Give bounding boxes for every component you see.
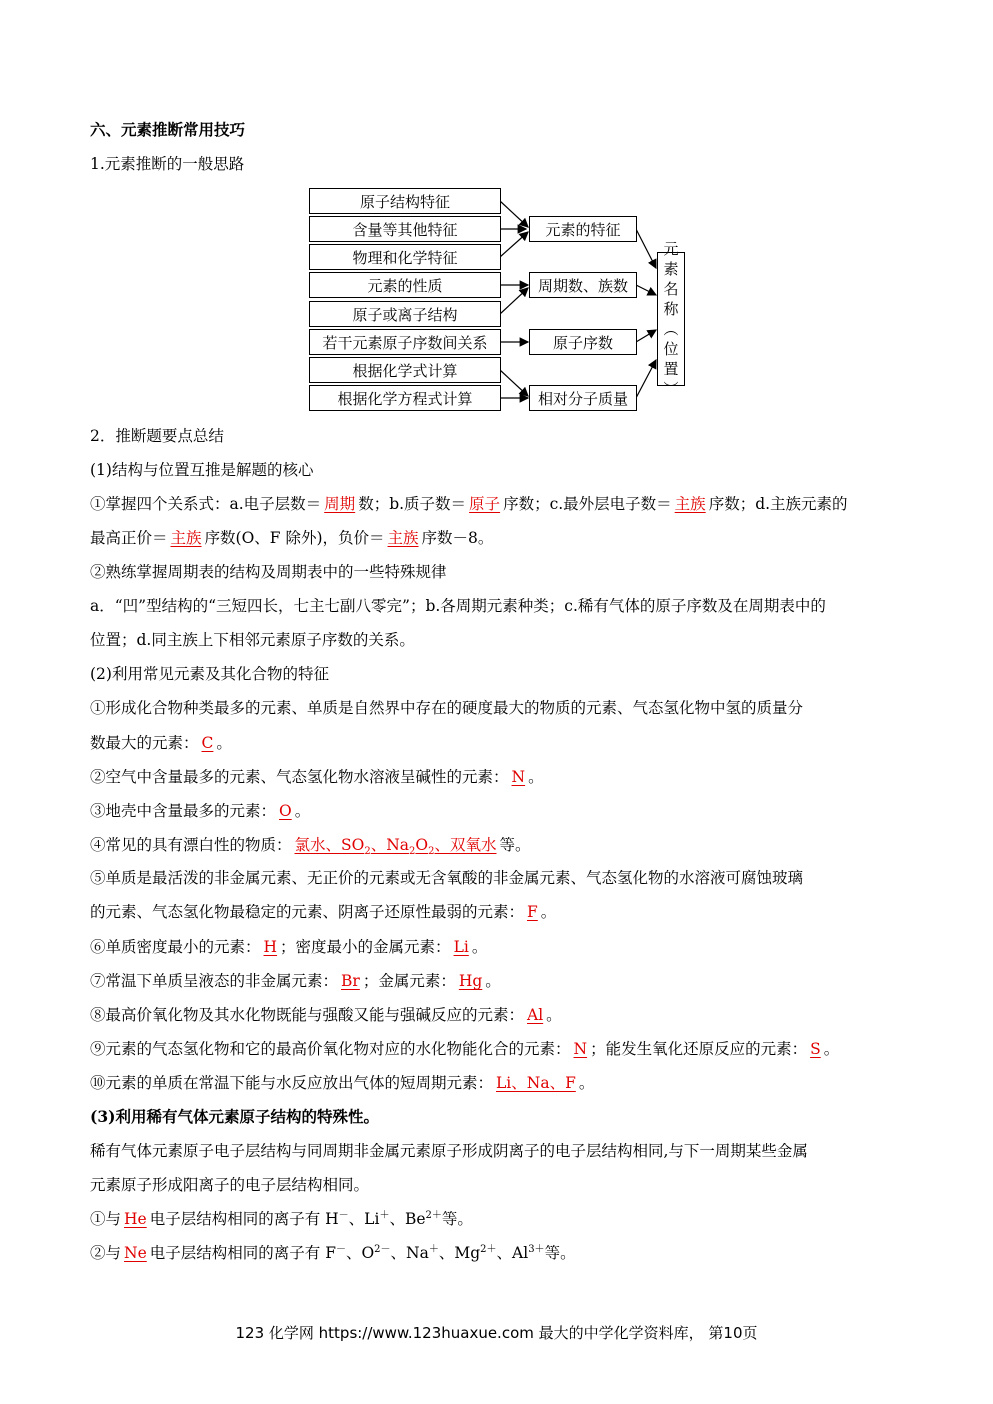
text: ①与 [90, 1210, 122, 1228]
item-4 [90, 834, 905, 856]
text: 数最大的元素： [90, 734, 199, 752]
text: ③地壳中含量最多的元素： [90, 802, 277, 820]
item-3 [90, 800, 905, 822]
text: 等。 [544, 1244, 576, 1262]
text: 序数；c.最外层电子数＝ [503, 495, 672, 513]
vertical-char: 素 [663, 260, 679, 278]
text: ⑦常温下单质呈液态的非金属元素： [90, 972, 339, 990]
answer: F [527, 903, 538, 921]
text: ⑧最高价氧化物及其水化物既能与强酸又能与强碱反应的元素： [90, 1006, 525, 1024]
text: 。 [471, 938, 488, 956]
text: ⑩元素的单质在常温下能与水反应放出气体的短周期元素： [90, 1074, 494, 1092]
answer: S [810, 1040, 821, 1058]
point-1-line-b [90, 527, 905, 549]
diagram-box-atomic-number: 原子序数 [529, 329, 637, 355]
answer: He [124, 1210, 147, 1228]
subheading-key-points: 2．推断题要点总结 [90, 427, 224, 445]
text: 电子层结构相同的离子有 F [149, 1244, 336, 1262]
text: 电子层结构相同的离子有 H [149, 1210, 339, 1228]
text: 。 [216, 734, 232, 752]
vertical-char: 置 [663, 360, 679, 378]
diagram-box-molecular-mass: 相对分子质量 [529, 385, 637, 411]
text: 、Li [348, 1210, 380, 1228]
text: 等。 [499, 836, 531, 854]
vertical-char: 元 [663, 240, 679, 258]
superscript: 3＋ [528, 1243, 545, 1255]
answer-period: 周期 [324, 495, 356, 513]
item-5-line-b [90, 901, 905, 923]
text: 序数－8。 [421, 529, 494, 547]
text: 、Al [496, 1244, 529, 1262]
superscript: ＋ [379, 1209, 390, 1221]
text: 的元素、气态氢化物最稳定的元素、阴离子还原性最弱的元素： [90, 903, 525, 921]
item-10 [90, 1072, 905, 1094]
vertical-char: 称 [663, 300, 679, 318]
point-1-line-c: ②熟练掌握周期表的结构及周期表中的一些特殊规律 [90, 563, 447, 581]
point-1-title: (1)结构与位置互推是解题的核心 [90, 461, 314, 479]
diagram-box-formula-calc: 根据化学式计算 [309, 357, 501, 383]
page-footer: 123 化学网 https://www.123huaxue.com 最大的中学化学资料库， 第10页 [235, 1324, 758, 1342]
answer: O [279, 802, 292, 820]
answer: N [511, 768, 526, 786]
text: 。 [485, 972, 501, 990]
item-1-line-a: ①形成化合物种类最多的元素、单质是自然界中存在的硬度最大的物质的元素、气态氢化物中氢的质量分 [90, 699, 804, 717]
text: 、Mg [438, 1244, 481, 1262]
item-1-line-b [90, 732, 905, 754]
answer-main-group: 主族 [387, 529, 419, 547]
answer-main-group: 主族 [674, 495, 706, 513]
superscript: 2＋ [480, 1243, 497, 1255]
point-1-line-e: 位置；d.同主族上下相邻元素原子序数的关系。 [90, 631, 415, 649]
superscript: ＋ [428, 1243, 439, 1255]
answer: Hg [458, 972, 483, 990]
rare-gas-ne [90, 1242, 905, 1264]
point-3-line-a: 稀有气体元素原子电子层结构与同周期非金属元素原子形成阴离子的电子层结构相同,与下一周期某些金属 [90, 1142, 808, 1160]
diagram-box-element-name [657, 240, 685, 398]
point-3-title: (3)利用稀有气体元素原子结构的特殊性。 [90, 1107, 379, 1126]
item-7 [90, 970, 905, 992]
item-2 [90, 766, 905, 788]
diagram-box-physical-chemical: 物理和化学特征 [309, 244, 501, 270]
point-3-line-b: 元素原子形成阳离子的电子层结构相同。 [90, 1176, 370, 1194]
text: ；密度最小的金属元素： [280, 938, 451, 956]
text: 。 [540, 903, 557, 921]
answer: N [573, 1040, 588, 1058]
text: 序数；d.主族元素的 [708, 495, 848, 513]
diagram-box-element-features: 元素的特征 [529, 216, 637, 242]
diagram-box-atomic-number-relations: 若干元素原子序数间关系 [309, 329, 501, 355]
text: 、Na [390, 1244, 429, 1262]
text: ②空气中含量最多的元素、气态氢化物水溶液呈碱性的元素： [90, 768, 509, 786]
diagram-box-equation-calc: 根据化学方程式计算 [309, 385, 501, 411]
text: 、Na [370, 836, 410, 854]
vertical-char: 位 [663, 340, 679, 358]
rare-gas-he [90, 1208, 905, 1230]
text: ⑨元素的气态氢化物和它的最高价氧化物对应的水化物能化合的元素： [90, 1040, 571, 1058]
answer: Li、Na、F [496, 1074, 576, 1092]
answer: Br [341, 972, 360, 990]
diagram-box-atom-ion-structure: 原子或离子结构 [309, 301, 501, 327]
item-9 [90, 1038, 905, 1060]
text: 、双氧水 [434, 836, 497, 854]
diagram-box-element-properties: 元素的性质 [309, 272, 501, 298]
answer-atomic: 原子 [469, 495, 501, 513]
text: 。 [528, 768, 544, 786]
subscript: 2 [428, 846, 435, 858]
text: O [415, 836, 429, 854]
superscript: － [338, 1209, 349, 1221]
point-1-line-d: a．“凹”型结构的“三短四长，七主七副八零完”；b.各周期元素种类；c.稀有气体的原子序数及在周期表中的 [90, 597, 826, 615]
subscript: 2 [364, 846, 371, 858]
text: 。 [823, 1040, 840, 1058]
section-title: 六、元素推断常用技巧 [90, 120, 246, 139]
answer: H [263, 938, 278, 956]
text: ；能发生氧化还原反应的元素： [590, 1040, 808, 1058]
item-8 [90, 1004, 905, 1026]
vertical-char: ︵ [663, 320, 679, 338]
subscript: 2 [409, 846, 416, 858]
diagram-box-content-features: 含量等其他特征 [309, 216, 501, 242]
text: 。 [294, 802, 311, 820]
text: 数；b.质子数＝ [358, 495, 467, 513]
text: ⑥单质密度最小的元素： [90, 938, 261, 956]
text: 最高正价＝ [90, 529, 168, 547]
vertical-char: 名 [663, 280, 679, 298]
answer: Al [527, 1006, 544, 1024]
text: 、O [345, 1244, 375, 1262]
diagram-box-atomic-structure: 原子结构特征 [309, 188, 501, 214]
text: 。 [546, 1006, 562, 1024]
point-1-line-a [90, 493, 905, 515]
text: 氯水、SO [294, 836, 365, 854]
superscript: － [335, 1243, 346, 1255]
text: ①掌握四个关系式：a.电子层数＝ [90, 495, 322, 513]
answer: Ne [124, 1244, 147, 1262]
vertical-char: ︶ [663, 380, 679, 398]
subheading-general-approach: 1.元素推断的一般思路 [90, 155, 245, 173]
text: 序数(O、F 除外)，负价＝ [204, 529, 385, 547]
answer [292, 836, 500, 858]
text: 。 [578, 1074, 595, 1092]
superscript: 2＋ [425, 1209, 442, 1221]
answer-main-group: 主族 [170, 529, 202, 547]
text: ；金属元素： [362, 972, 456, 990]
text: 等。 [441, 1210, 473, 1228]
point-2-title: (2)利用常见元素及其化合物的特征 [90, 665, 329, 683]
text: ②与 [90, 1244, 122, 1262]
superscript: 2－ [374, 1243, 391, 1255]
answer: C [201, 734, 214, 752]
item-5-line-a: ⑤单质是最活泼的非金属元素、无正价的元素或无含氧酸的非金属元素、气态氢化物的水溶液可腐蚀玻璃 [90, 869, 804, 887]
text: 、Be [389, 1210, 426, 1228]
diagram-box-period-group: 周期数、族数 [529, 272, 637, 298]
text: ④常见的具有漂白性的物质： [90, 836, 292, 854]
answer: Li [453, 938, 469, 956]
item-6 [90, 936, 905, 958]
